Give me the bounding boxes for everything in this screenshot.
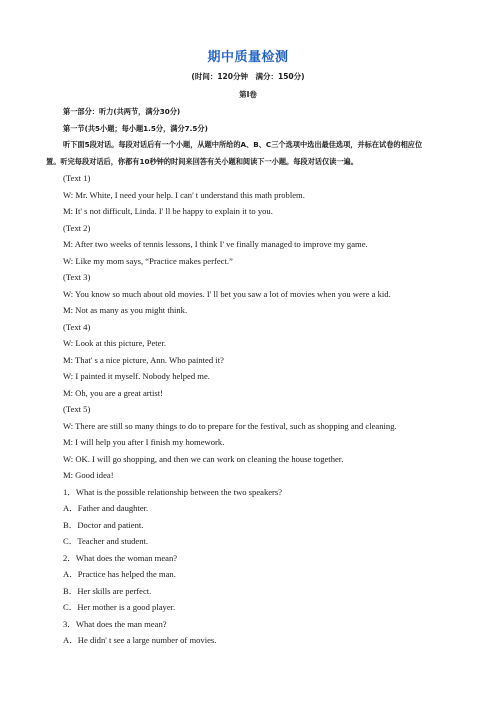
document-body [46,104,435,649]
dialogue-line: W: OK. I will go shopping, and then we can work on cleaning the house together. [63,453,344,464]
exam-time-score: (时间：120分钟 满分：150分) [191,72,305,81]
dialogue-line: W: Like my mom says, “Practice makes perfect.” [63,255,233,266]
dialogue-line: M: Good idea! [63,470,114,480]
dialogue-label: (Text 5) [63,404,91,414]
part-heading: 第一部分：听力(共两节，满分30分) [63,107,181,116]
dialogue-line: M: It' s not difficult, Linda. I' ll be happy to explain it to you. [63,206,273,216]
dialogue-text-2 [63,220,435,270]
question-2 [63,550,435,616]
dialogue-line: M: I will help you after I finish my homework. [63,437,225,447]
answer-option-c: C．Her mother is a good player. [63,602,176,612]
answer-option-a: A．Practice has helped the man. [63,569,176,579]
dialogue-line: M: Oh, you are a great artist! [63,387,163,398]
dialogue-line: W: There are still so many things to do to prepare for the festival, such as shopping and cleaning. [63,420,397,431]
dialogue-label: (Text 3) [63,272,91,282]
page-title: 期中质量检测 [207,50,289,65]
dialogue-text-4 [63,319,435,402]
dialogue-line: M: After two weeks of tennis lessons, I think I' ve finally managed to improve my game. [63,239,368,249]
dialogue-line: W: Look at this picture, Peter. [63,338,167,348]
dialogue-text-5 [63,401,435,484]
dialogue-line: W: I painted it myself. Nobody helped me. [63,371,210,381]
dialogue-text-1 [63,170,435,220]
question-stem: 1．What is the possible relationship between the two speakers? [63,486,283,497]
dialogue-label: (Text 4) [63,321,91,332]
answer-option-b: B．Her skills are perfect. [63,585,152,596]
dialogue-line: M: Not as many as you might think. [63,305,188,315]
dialogue-line: W: You know so much about old movies. I' ll bet you saw a lot of movies when you were a kid. [63,288,391,299]
question-1 [63,484,435,550]
question-stem: 3．What does the man mean? [63,618,167,629]
dialogue-text-3 [63,269,435,319]
dialogue-line: M: That' s a nice picture, Ann. Who painted it? [63,354,224,365]
instructions-text: 听下面5段对话。每段对话后有一个小题，从题中所给的A、B、C三个选项中选出最佳选项，并标在试卷的相应位置。听完每段对话后，你都有10秒钟的时间来回答有关小题和阅读下一小题。每段对话仅读一遍。 [46,140,423,166]
dialogue-line: W: Mr. White, I need your help. I can' t understand this math problem. [63,189,305,200]
dialogue-label: (Text 2) [63,222,91,233]
answer-option-a: A．He didn' t see a large number of movies. [63,635,217,645]
section-heading: 第一节(共5小题；每小题1.5分，满分7.5分) [63,123,208,133]
volume-label: 第Ⅰ卷 [239,90,257,99]
answer-option-c: C．Teacher and student. [63,536,149,546]
answer-option-b: B．Doctor and patient. [63,519,144,530]
answer-option-a: A．Father and daughter. [63,503,149,513]
dialogue-label: (Text 1) [63,173,91,183]
instructions [46,137,435,170]
question-stem: 2．What does the woman mean? [63,552,178,563]
question-3 [63,616,435,649]
